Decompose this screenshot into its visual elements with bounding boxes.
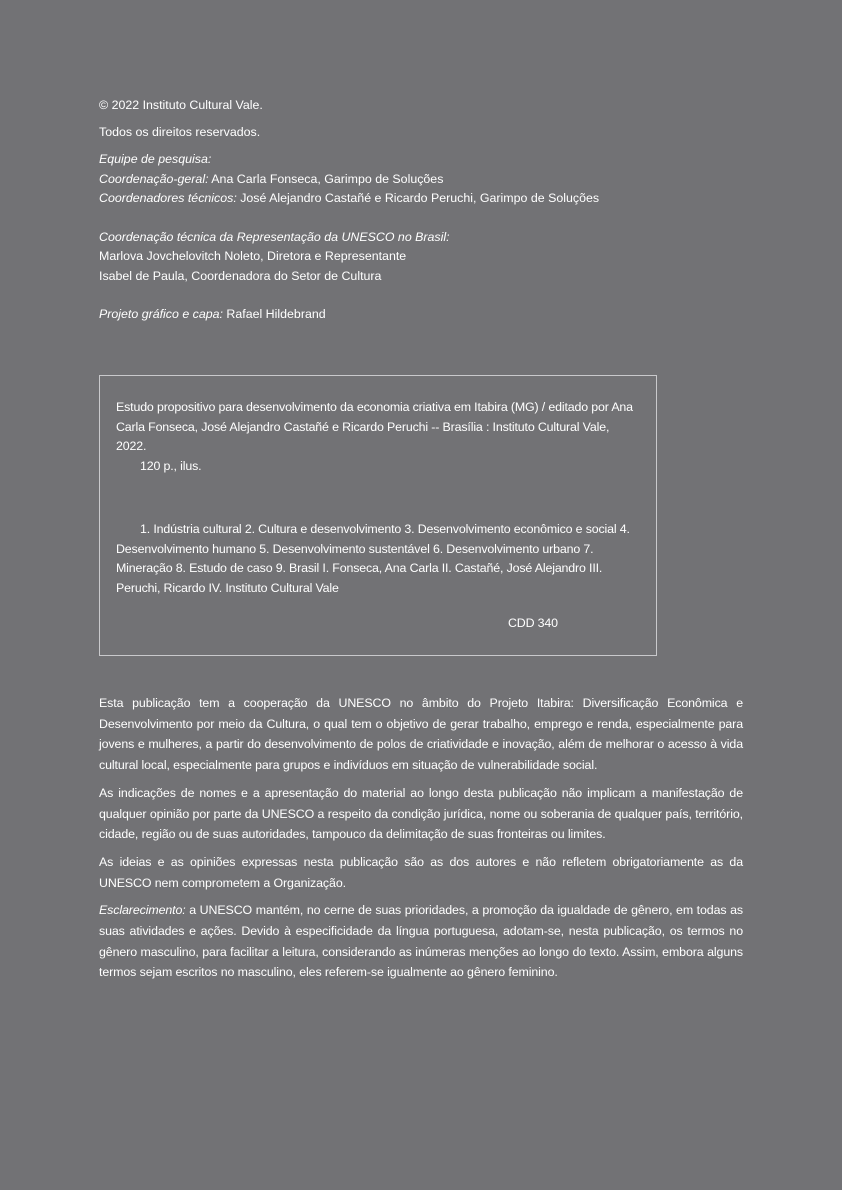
paragraph-clarification	[99, 900, 743, 983]
unesco-coordination-block	[99, 228, 743, 287]
technical-coordinators-label: Coordenadores técnicos:	[99, 191, 237, 205]
catalog-card	[99, 375, 657, 656]
research-team-label: Equipe de pesquisa:	[99, 152, 212, 166]
copyright-line: © 2022 Instituto Cultural Vale.	[99, 98, 263, 112]
unesco-person-1: Marlova Jovchelovitch Noleto, Diretora e Representante	[99, 249, 407, 263]
clarification-label: Esclarecimento:	[99, 903, 186, 918]
clarification-text: a UNESCO mantém, no cerne de suas prioridades, a promoção da igualdade de gênero, em todas as suas atividades e ações. Devido à especificidade da língua portuguesa, adotam-se, nesta publicação, os termos no gênero masculino, para facilitar a leitura, considerando as inúmeras menções ao longo do texto. Assim, embora alguns termos sejam escritos no masculino, eles referem-se igualmente ao gênero feminino.	[99, 903, 743, 980]
catalog-subjects: 1. Indústria cultural 2. Cultura e desenvolvimento 3. Desenvolvimento econômico e social 4. Desenvolvimento humano 5. Desenvolvimento sustentável 6. Desenvolvimento urbano 7. Mineração 8. Estudo de caso 9. Brasil I. Fonseca, Ana Carla II. Castañé, José Alejandro III. Peruchi, Ricardo IV. Instituto Cultural Vale	[116, 521, 630, 595]
general-coordination-line	[99, 170, 743, 190]
legal-notes	[99, 693, 743, 990]
design-value: Rafael Hildebrand	[222, 307, 326, 321]
general-coordination-label: Coordenação-geral:	[99, 171, 209, 186]
technical-coordinators-line	[99, 189, 743, 209]
paragraph-cooperation: Esta publicação tem a cooperação da UNESCO no âmbito do Projeto Itabira: Diversificação Econômica e Desenvolvimento por meio da Cultura, o qual tem o objetivo de gerar trabalho, emprego e renda, especialmente para jovens e mulheres, a partir do desenvolvimento de polos de criatividade e inovação, além de melhorar o acesso à vida cultural local, especialmente para grupos e indivíduos em situação de vulnerabilidade social.	[99, 696, 743, 773]
design-block	[99, 305, 743, 325]
design-label: Projeto gráfico e capa:	[99, 307, 223, 321]
unesco-coordination-label: Coordenação técnica da Representação da UNESCO no Brasil:	[99, 229, 450, 244]
credits-section	[99, 96, 743, 344]
paragraph-disclaimer: As indicações de nomes e a apresentação do material ao longo desta publicação não implicam a manifestação de qualquer opinião por parte da UNESCO a respeito da condição jurídica, nome ou soberania de qualquer país, território, cidade, região ou de suas autoridades, tampouco da delimitação de suas fronteiras ou limites.	[99, 785, 743, 842]
paragraph-opinions: As ideias e as opiniões expressas nesta publicação são as dos autores e não refletem obrigatoriamente as da UNESCO nem comprometem a Organização.	[99, 854, 743, 890]
research-team-block	[99, 150, 743, 209]
technical-coordinators-value: José Alejandro Castañé e Ricardo Peruchi, Garimpo de Soluções	[236, 191, 600, 205]
catalog-reference: Estudo propositivo para desenvolvimento da economia criativa em Itabira (MG) / editado por Ana Carla Fonseca, José Alejandro Castañé e Ricardo Peruchi -- Brasília : Instituto Cultural Vale, 2022.	[116, 400, 633, 454]
general-coordination-value: Ana Carla Fonseca, Garimpo de Soluções	[208, 171, 444, 186]
design-line	[99, 305, 743, 325]
catalog-cdd: CDD 340	[508, 616, 558, 630]
unesco-person-2: Isabel de Paula, Coordenadora do Setor de Cultura	[99, 268, 382, 283]
rights-line: Todos os direitos reservados.	[99, 124, 261, 139]
catalog-pages: 120 p., ilus.	[140, 459, 202, 474]
